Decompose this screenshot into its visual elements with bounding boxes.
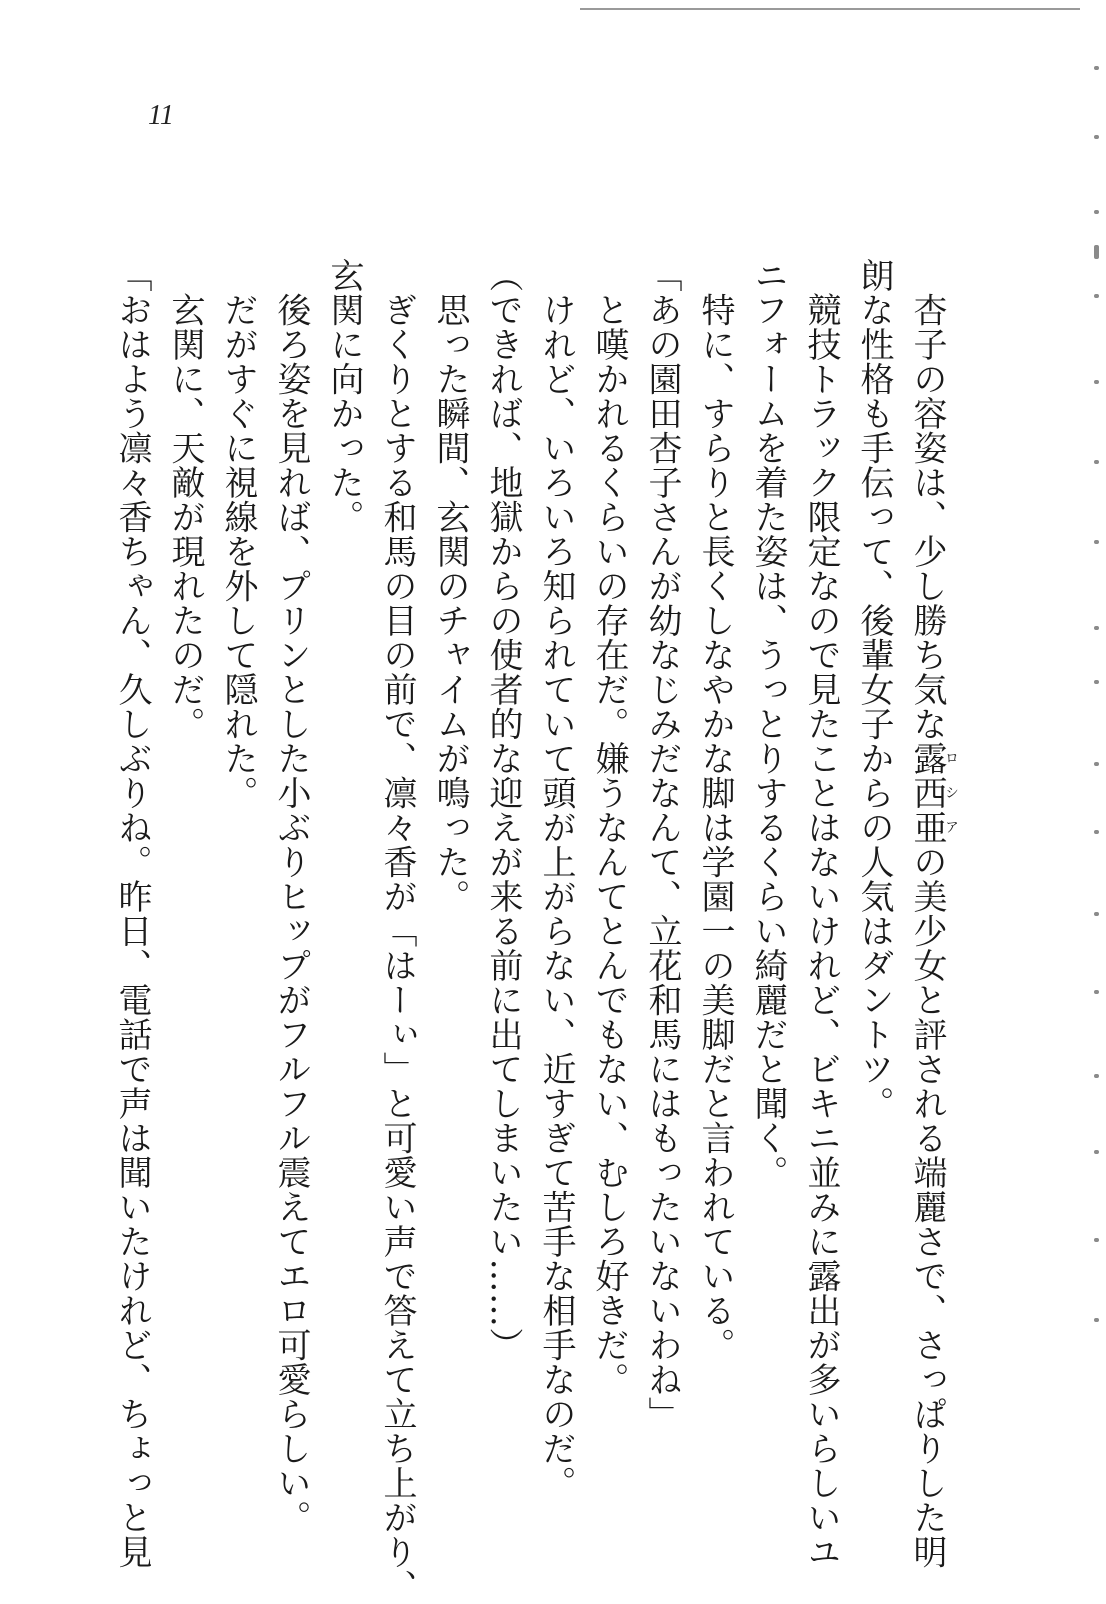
text-line-ruby xyxy=(900,258,959,1569)
edge-mark xyxy=(1094,990,1099,994)
text-line: と嘆かれるくらいの存在だ。嫌うなんてとんでもない、むしろ好きだ。 xyxy=(589,258,629,1397)
edge-mark xyxy=(1094,680,1099,684)
text-line: ニフォームを着た姿は、うっとりするくらい綺麗だと聞く。 xyxy=(748,258,788,1190)
edge-mark xyxy=(1094,380,1099,384)
text-line: 後ろ姿を見れば、プリンとした小ぶりヒップがフルフル震えてエロ可愛らしい。 xyxy=(271,258,311,1535)
edge-mark xyxy=(1094,66,1099,70)
ruby-line-after: の美少女と評される端麗さで、さっぱりした明 xyxy=(907,844,947,1569)
body-text xyxy=(112,258,959,1604)
text-line: 競技トラック限定なので見たことはないけれど、ビキニ並みに露出が多いらしいユ xyxy=(801,258,841,1569)
edge-mark xyxy=(1094,830,1099,834)
text-line: （できれば、地獄からの使者的な迎えが来る前に出てしまいたい……） xyxy=(483,258,523,1362)
text-line: 朗な性格も手伝って、後輩女子からの人気はダントツ。 xyxy=(854,258,894,1121)
edge-mark xyxy=(1094,1238,1099,1242)
text-line: 思った瞬間、玄関のチャイムが鳴った。 xyxy=(430,258,470,914)
top-edge-rule xyxy=(580,8,1080,10)
edge-mark xyxy=(1094,1074,1099,1078)
edge-mark xyxy=(1094,912,1099,916)
ruby-line-before: 杏子の容姿は、少し勝ち気な xyxy=(907,258,947,741)
page-number: 11 xyxy=(148,100,174,131)
page-edge-marks xyxy=(1092,0,1106,1600)
text-line: 「あの園田杏子さんが幼なじみだなんて、立花和馬にはもったいないわね」 xyxy=(642,258,682,1431)
ruby-word xyxy=(907,741,959,845)
text-line: 玄関に向かった。 xyxy=(324,258,364,534)
edge-mark xyxy=(1094,460,1099,464)
ruby-base: 露西亜 xyxy=(907,741,947,845)
text-line: 「おはよう凛々香ちゃん、久しぶりね。昨日、電話で声は聞いたけれど、ちょっと見 xyxy=(112,258,152,1569)
ruby-reading: ロシア xyxy=(943,741,959,845)
edge-mark xyxy=(1094,540,1099,544)
edge-mark xyxy=(1094,762,1099,766)
edge-mark xyxy=(1094,1150,1099,1154)
edge-mark xyxy=(1094,135,1099,139)
edge-mark xyxy=(1094,210,1099,214)
edge-mark xyxy=(1094,626,1099,630)
text-line: だがすぐに視線を外して隠れた。 xyxy=(218,258,258,810)
text-line: 玄関に、天敵が現れたのだ。 xyxy=(165,258,205,741)
text-line: 特に、すらりと長くしなやかな脚は学園一の美脚だと言われている。 xyxy=(695,258,735,1362)
text-line: けれど、いろいろ知られていて頭が上がらない、近すぎて苦手な相手なのだ。 xyxy=(536,258,576,1500)
edge-mark xyxy=(1094,1318,1099,1322)
edge-mark xyxy=(1094,245,1099,259)
text-line: ぎくりとする和馬の目の前で、凛々香が「はーぃ」と可愛い声で答えて立ち上がり、 xyxy=(377,258,417,1604)
edge-mark xyxy=(1094,294,1099,298)
